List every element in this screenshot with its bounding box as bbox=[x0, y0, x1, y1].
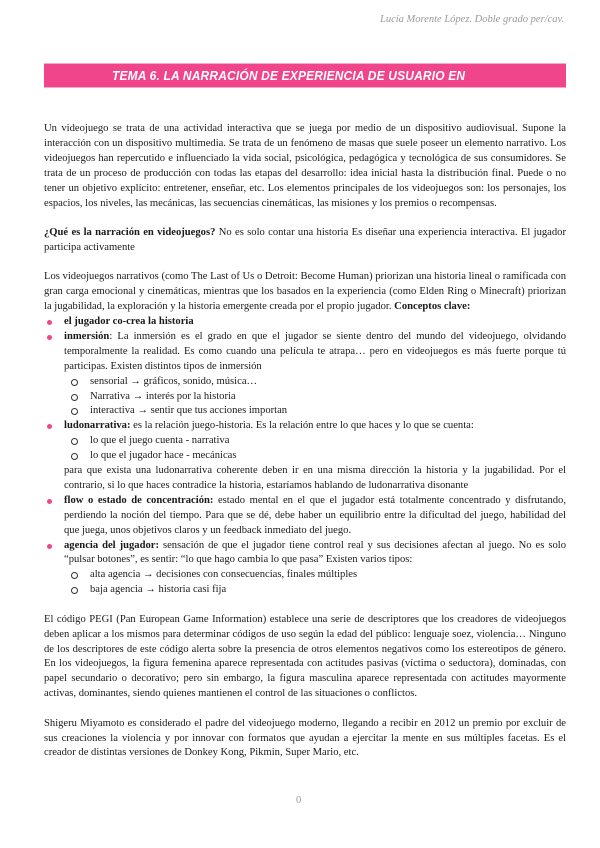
concept-term: flow o estado de concentración: bbox=[64, 494, 214, 506]
narration-answer: No es solo contar una historia Es diseñar una experiencia interactiva. El jugador participa activamente bbox=[44, 226, 566, 253]
agency-types-list bbox=[44, 568, 566, 598]
narration-definition-paragraph bbox=[44, 226, 566, 256]
list-item: lo que el juego cuenta - narrativa bbox=[44, 434, 566, 449]
concept-text: : La inmersión es el grado en que el jugador se siente dentro del mundo del videojuego, olvidando temporalmente la realidad. Es como cuando una película te atrapa… pero en videojuegos es más fuerte porque tú participas. Existen distintos tipos de inmersión bbox=[64, 330, 566, 372]
concept-term: inmersión bbox=[64, 330, 110, 342]
concept-text: sensación de que el jugador tiene control real y sus decisiones afectan al juego. No es solo “pulsar botones”, es sentir: “lo que hago cambia lo que pasa” Existen varios tipos: bbox=[64, 539, 566, 566]
ludonarrative-note: para que exista una ludonarrativa coherente deben ir en una misma dirección la historia y la jugabilidad. Por el contrario, si lo que haces contradice la historia, estaríamos hablando de ludonarrativa disonante bbox=[64, 465, 566, 491]
page-header: Lucía Morente López. Doble grado per/cav. bbox=[379, 14, 564, 25]
list-item bbox=[44, 539, 566, 569]
list-item: sensorial → gráficos, sonido, música… bbox=[44, 375, 566, 390]
chapter-title: TEMA 6. LA NARRACIÓN DE EXPERIENCIA DE USUARIO EN VIDEOJUEGOS bbox=[112, 68, 466, 107]
concept-term: ludonarrativa: bbox=[64, 420, 131, 432]
miyamoto-paragraph: Shigeru Miyamoto es considerado el padre del videojuego moderno, llegando a recibir en 2012 un premio por excluir de sus creaciones la violencia y por innovar con formatos que ayudan a ejercitar la mente en sus múltiples facetas. Es el creador de distintas versiones de Donkey Kong, Pikmin, Super Mario, etc. bbox=[44, 717, 566, 759]
page-number: 0 bbox=[296, 795, 302, 806]
narration-question: ¿Qué es la narración en videojuegos? bbox=[44, 226, 216, 238]
list-item: baja agencia → historia casi fija bbox=[44, 583, 566, 598]
list-item: interactiva → sentir que tus acciones importan bbox=[44, 404, 566, 419]
concept-text: estado mental en el que el jugador está totalmente concentrado y disfrutando, perdiendo la noción del tiempo. Para que se dé, debe haber un equilibrio entre la dificultad del juego, habilidad del que juega, unos objetivos claros y un feedback inmediato del juego. bbox=[64, 494, 566, 536]
list-item bbox=[44, 494, 566, 539]
pegi-paragraph: El código PEGI (Pan European Game Information) establece una serie de descriptores que los creadores de videojuegos deben aplicar a los mismos para determinar códigos de uso según la edad del público: lenguaje soez, violencia… Ninguno de los descriptores de este código alerta sobre la presencia de otros elementos negativos como los estereotipos de género. En los videojuegos, la figura femenina aparece representada con actitudes pasivas (víctima o seductora), dominadas, con papel secundario o decorativo; pero sin embargo, la figura masculina aparece representada con actitudes mayormente activas, dominantes, siendo quienes mantienen el control de las situaciones o conflictos. bbox=[44, 613, 566, 700]
list-item bbox=[44, 315, 566, 330]
game-types-paragraph bbox=[44, 270, 566, 315]
immersion-types-list bbox=[44, 375, 566, 420]
list-item: Narrativa → interés por la historia bbox=[44, 390, 566, 405]
chapter-title-banner bbox=[44, 63, 566, 107]
concept-text: es la relación juego-historia. Es la relación entre lo que haces y lo que se cuenta: bbox=[130, 420, 474, 432]
list-item: alta agencia → decisiones con consecuencias, finales múltiples bbox=[44, 568, 566, 583]
list-item bbox=[44, 330, 566, 375]
concept-term: el jugador co-crea la historia bbox=[64, 315, 194, 327]
key-concepts-list bbox=[44, 315, 566, 375]
ludonarrative-list bbox=[44, 434, 566, 464]
list-item: lo que el jugador hace - mecánicas bbox=[44, 449, 566, 464]
document-body bbox=[44, 122, 566, 761]
game-types-text: Los videojuegos narrativos (como The Last of Us o Detroit: Become Human) priorizan una historia lineal o ramificada con gran carga emocional y cinemáticas, mientras que los basados en la experiencia (como Elden Ring o Minecraft) priorizan la jugabilidad, la exploración y la historia emergente creada por el propio jugador. bbox=[44, 271, 566, 313]
intro-paragraph: Un videojuego se trata de una actividad interactiva que se juega por medio de un dispositivo audiovisual. Supone la interacción con un dispositivo multimedia. Se trata de un fenómeno de masas que suele poseer un elemento narrativo. Los videojuegos han repercutido e influenciado la vida social, psicológica, pedagógica y tecnológica de sus consumidores. Se trata de un proceso de producción con todas las etapas del desarrollo: idea inicial hasta la distribución final. Puede o no tener un objetivo explícito: entretener, enseñar, etc. Los elementos principales de los videojuegos son: los personajes, los espacios, los niveles, las mecánicas, las secuencias cinemáticas, las misiones y los premios o recompensas. bbox=[44, 123, 566, 209]
list-item bbox=[44, 419, 566, 434]
concept-term: agencia del jugador: bbox=[64, 539, 160, 551]
key-concepts-heading: Conceptos clave: bbox=[394, 301, 471, 313]
